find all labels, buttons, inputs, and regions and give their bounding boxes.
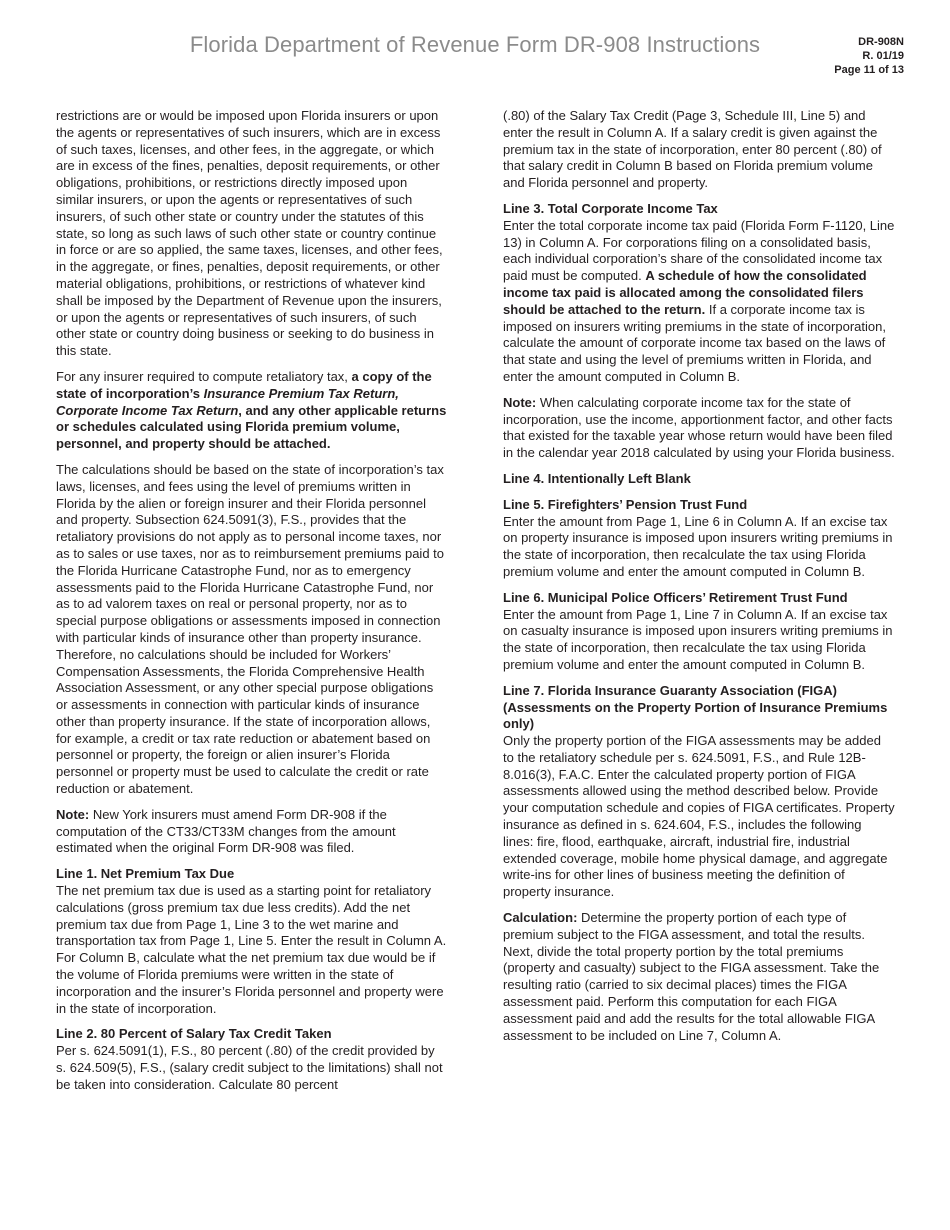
section-line-6 xyxy=(503,590,895,674)
line-1-text: The net premium tax due is used as a starting point for retaliatory calculations (gross premium tax due less credits). Add the net premium tax due from Page 1, Line 3 to the wet marine and transportation tax from Page 1, Line 5. Enter the result in Column A. For Column B, calculate what the net premium tax due would be if the volume of Florida premiums were written in the state of incorporation and the insurer’s Florida personnel and property were in the state of incorporation. xyxy=(56,883,447,1016)
note-text: New York insurers must amend Form DR-908 if the computation of the CT33/CT33M changes from the amount estimated when the original Form DR-908 was filed. xyxy=(56,806,396,856)
section-line-4 xyxy=(503,471,895,488)
line-3-bold: A schedule of how the consolidated income tax paid is allocated among the consolidated filers should be attached to the return. xyxy=(503,268,867,317)
paragraph-restrictions: restrictions are or would be imposed upon Florida insurers or upon the agents or representatives of such insurers, which are in excess of such taxes, licenses, and other fees, in the aggregate, or which are in excess of the fines, penalties, deposit requirements, or other obligations, prohibitions, or restrictions directly imposed upon similar insurers, or upon the agents or representatives of such insurers, of such other state or country under the statutes of this state, so long as such laws of such other state or country continue in force or are so applied, the same taxes, licenses, and other fees, in the aggregate, or fines, penalties, deposit requirements, or other material obligations, prohibitions, or restrictions of whatever kind shall be imposed by the Department of Revenue upon the insurers, or upon the agents or representatives of such insurers, of such other state or country doing business or seeking to do business in this state. xyxy=(56,108,443,359)
paragraph-salary-credit: (.80) of the Salary Tax Credit (Page 3, Schedule III, Line 5) and enter the result in Column A. If a salary credit is given against the premium tax in the state of incorporation, enter 80 percent (.80) of that salary credit in Column B based on Florida premium volume and Florida personnel and property. xyxy=(503,108,882,191)
line-3-text-a: Enter the total corporate income tax paid (Florida Form F-1120, Line 13) in Column A. For corporations filing on a consolidated basis, each individual corporation’s share of the consolidated income tax paid must be computed. xyxy=(503,217,895,284)
left-column xyxy=(56,108,448,1103)
form-id-block xyxy=(834,35,904,77)
attach-intro: For any insurer required to compute retaliatory tax, xyxy=(56,368,352,384)
line-4-heading: Line 4. Intentionally Left Blank xyxy=(503,470,691,486)
calculation-label: Calculation: xyxy=(503,910,578,926)
line-2-text: Per s. 624.5091(1), F.S., 80 percent (.80) of the credit provided by s. 624.509(5), F.S., (salary credit subject to the limitations) shall not be taken into consideration. Calculate 80 percent xyxy=(56,1043,443,1092)
attach-bold-italic: Insurance Premium Tax Return, Corporate Income Tax Return xyxy=(56,385,399,418)
section-line-3 xyxy=(503,201,895,386)
line-1-heading: Line 1. Net Premium Tax Due xyxy=(56,866,235,882)
line-6-heading: Line 6. Municipal Police Officers’ Retirement Trust Fund xyxy=(503,589,848,605)
paragraph-calculation xyxy=(503,910,895,1044)
section-line-1 xyxy=(56,866,448,1017)
line-7-text: Only the property portion of the FIGA assessments may be added to the retaliatory schedule per s. 624.5091, F.S., and Rule 12B-8.016(3), F.A.C. Enter the calculated property portion of FIGA assessments allowed using the method described below. Provide your computation schedule and copies of FIGA certificates. Property insurance as defined in s. 624.604, F.S., includes the following lines: fire, flood, earthquake, aircraft, industrial fire, industrial extended coverage, mobile home physical damage, and aggregate write-ins for other lines of business meeting the definition of property insurance. xyxy=(503,733,895,900)
note-text: When calculating corporate income tax for the state of incorporation, use the income, apportionment factor, and other facts that existed for the taxable year whose return would have been filed in the calendar year 2018 calculated by using your Florida business. xyxy=(503,394,895,461)
note-label: Note: xyxy=(503,394,537,410)
paragraph-calculations: The calculations should be based on the state of incorporation’s tax laws, licenses, and fees using the level of premiums written in Florida by the alien or foreign insurer and their Florida personnel and property. Subsection 624.5091(3), F.S., provides that the retaliatory provisions do not apply as to personal income taxes, nor as to sales or use taxes, nor as to reimbursement premiums paid to the Florida Hurricane Catastrophe Fund, nor as to emergency assessments paid to the Florida Hurricane Catastrophe Fund, nor as to ad valorem taxes on real or personal property, nor as to special purpose obligations or assessments imposed in connection with particular kinds of insurance other than property insurance. Therefore, no calculations should be included for Workers’ Compensation Assessments, the Florida Comprehensive Health Association Assessment, or any other special purpose obligations or assessments in connection with particular kinds of insurance other than property insurance. If the state of incorporation allows, for example, a credit or tax rate reduction or abatement based on personnel or property, the foreign or alien insurer’s Florida personnel or property must be used to calculate the credit or rate reduction or abatement. xyxy=(56,461,445,797)
line-6-text: Enter the amount from Page 1, Line 7 in Column A. If an excise tax on casualty insurance is imposed upon insurers writing premiums in the state of incorporation, then recalculate the tax using Florida premium volume and enter the amount computed in Column B. xyxy=(503,606,893,672)
section-line-7 xyxy=(503,683,895,901)
calculation-text: Determine the property portion of each type of premium subject to the FIGA assessment, and total the results. Next, divide the total property portion by the total premiums (property and casualty) subject to the FIGA assessment. Take the resulting ratio (carried to six decimal places) times the FIGA assessment paid. Perform this computation for each FIGA assessment paid and add the results for the total allowable FIGA assessment to be included on Line 7, Column A. xyxy=(503,910,880,1043)
form-revision: R. 01/19 xyxy=(862,50,904,62)
line-3-text-b: If a corporate income tax is imposed on insurers writing premiums in the state of incorporation, calculate the amount of corporate income tax based on the laws of that state and using the level of premiums written in Florida, and enter the amount computed in Column B. xyxy=(503,301,886,384)
note-label: Note: xyxy=(56,806,90,822)
attach-bold-1: a copy of the state of incorporation’s xyxy=(56,368,432,401)
section-line-5 xyxy=(503,497,895,581)
line-7-heading: Line 7. Florida Insurance Guaranty Association (FIGA) (Assessments on the Property Portion of Insurance Premiums only) xyxy=(503,682,888,732)
paragraph-attach-returns xyxy=(56,369,448,453)
page-title: Florida Department of Revenue Form DR-908 Instructions xyxy=(189,32,761,57)
line-3-heading: Line 3. Total Corporate Income Tax xyxy=(503,200,718,216)
right-column xyxy=(503,108,895,1053)
note-corporate-income xyxy=(503,395,895,462)
form-number: DR-908N xyxy=(858,36,904,48)
note-new-york xyxy=(56,807,448,857)
attach-bold-2: , and any other applicable returns or schedules calculated using Florida premium volume, personnel, and property should be attached. xyxy=(56,402,447,452)
line-5-text: Enter the amount from Page 1, Line 6 in Column A. If an excise tax on property insurance is imposed upon insurers writing premiums in the state of incorporation, then recalculate the tax using Florida premium volume and enter the amount computed in Column B. xyxy=(503,513,893,579)
section-line-2 xyxy=(56,1026,448,1093)
line-2-heading: Line 2. 80 Percent of Salary Tax Credit Taken xyxy=(56,1026,332,1042)
line-5-heading: Line 5. Firefighters’ Pension Trust Fund xyxy=(503,496,748,512)
page-number: Page 11 of 13 xyxy=(834,64,904,76)
